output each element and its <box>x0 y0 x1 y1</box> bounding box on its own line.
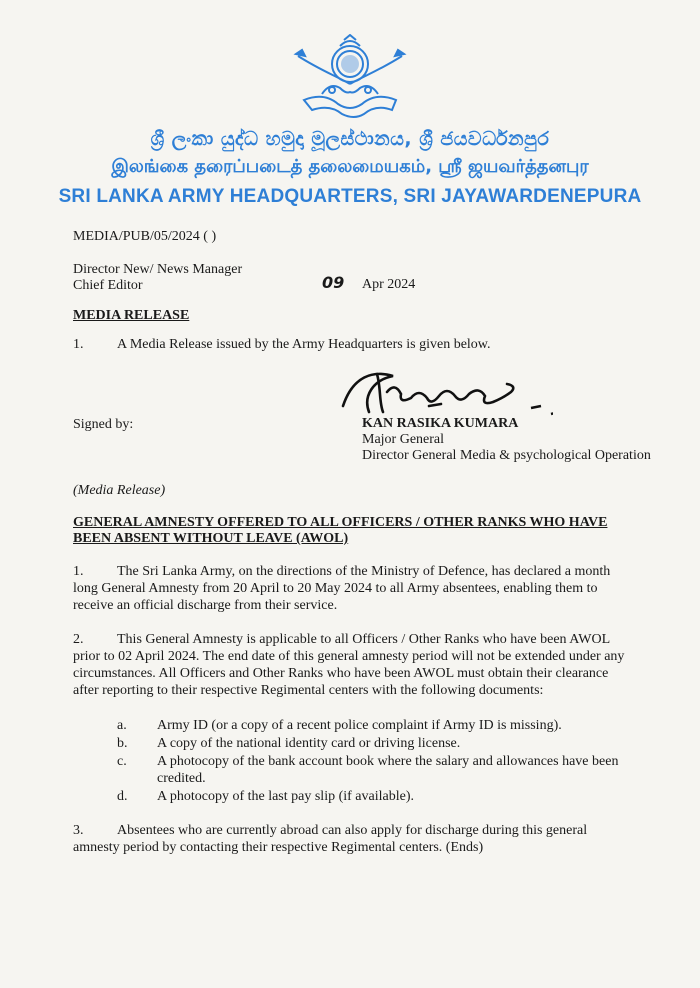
para-1-number: 1. <box>73 564 84 579</box>
list-item-continuation: credited. <box>157 771 206 786</box>
list-item-text: A photocopy of the bank account book where the salary and allowances have been <box>157 754 619 769</box>
list-item <box>117 717 657 734</box>
signed-by-label: Signed by: <box>73 417 134 432</box>
para-2-line-4: after reporting to their respective Regimental centers with the following documents: <box>73 683 544 698</box>
para-1-line-1: The Sri Lanka Army, on the directions of the Ministry of Defence, has declared a month <box>117 564 611 579</box>
reference-number: MEDIA/PUB/05/2024 ( ) <box>73 229 217 244</box>
header-sinhala: ශ්‍රී ලංකා යුද්ධ හමුදා මූලස්ථානය, ශ්‍රී ජයවර්ධනපුර <box>150 128 550 150</box>
para-1-line-3: receive an official discharge from their service. <box>73 598 338 613</box>
para-3-number: 3. <box>73 823 84 838</box>
list-item-label: c. <box>117 754 127 769</box>
para-1-line-2: long General Amnesty from 20 April to 20 May 2024 to all Army absentees, enabling them to <box>73 581 598 596</box>
list-item <box>117 753 657 770</box>
list-item-text: Army ID (or a copy of a recent police complaint if Army ID is missing). <box>157 718 562 733</box>
signatory-rank: Major General <box>362 432 445 447</box>
release-title-line-1: GENERAL AMNESTY OFFERED TO ALL OFFICERS / OTHER RANKS WHO HAVE <box>73 515 608 530</box>
signatory-title: Director General Media & psychological Operation <box>362 448 651 463</box>
list-item-text: A photocopy of the last pay slip (if available). <box>157 789 414 804</box>
date-month-year: Apr 2024 <box>362 277 416 292</box>
signatory-name: KAN RASIKA KUMARA <box>362 416 519 431</box>
para-2-line-2: prior to 02 April 2024. The end date of this general amnesty period will not be extended under any <box>73 649 625 664</box>
list-item-text: A copy of the national identity card or driving license. <box>157 736 461 751</box>
media-release-heading: MEDIA RELEASE <box>73 308 190 323</box>
list-item-label: a. <box>117 718 127 733</box>
handwritten-signature <box>333 366 553 422</box>
list-item-label: b. <box>117 736 128 751</box>
list-item-label: d. <box>117 789 128 804</box>
header-english: SRI LANKA ARMY HEADQUARTERS, SRI JAYAWARDENEPURA <box>58 186 642 207</box>
date-day-handwritten: 09 <box>322 273 345 292</box>
recipient-line-2: Chief Editor <box>73 278 143 293</box>
header-tamil: இலங்கை தரைப்படைத் தலைமையகம், ஸ்ரீ ஜயவர்த்தனபுர <box>111 156 589 177</box>
para-2-line-3: circumstances. All Officers and Other Ranks who have been AWOL must obtain their clearance <box>73 666 609 681</box>
item-1-text: A Media Release issued by the Army Headquarters is given below. <box>117 337 491 352</box>
para-3-line-1: Absentees who are currently abroad can also apply for discharge during this general <box>117 823 588 838</box>
media-release-note: (Media Release) <box>73 483 166 498</box>
para-2-line-1: This General Amnesty is applicable to all Officers / Other Ranks who have been AWOL <box>117 632 611 647</box>
recipient-line-1: Director New/ News Manager <box>73 262 243 277</box>
para-3-line-2: amnesty period by contacting their respective Regimental centers. (Ends) <box>73 840 484 855</box>
release-title-line-2: BEEN ABSENT WITHOUT LEAVE (AWOL) <box>73 531 349 546</box>
army-crest-icon <box>292 34 408 120</box>
item-1-number: 1. <box>73 337 84 352</box>
para-2-number: 2. <box>73 632 84 647</box>
list-item <box>117 735 657 752</box>
list-item <box>117 788 657 805</box>
